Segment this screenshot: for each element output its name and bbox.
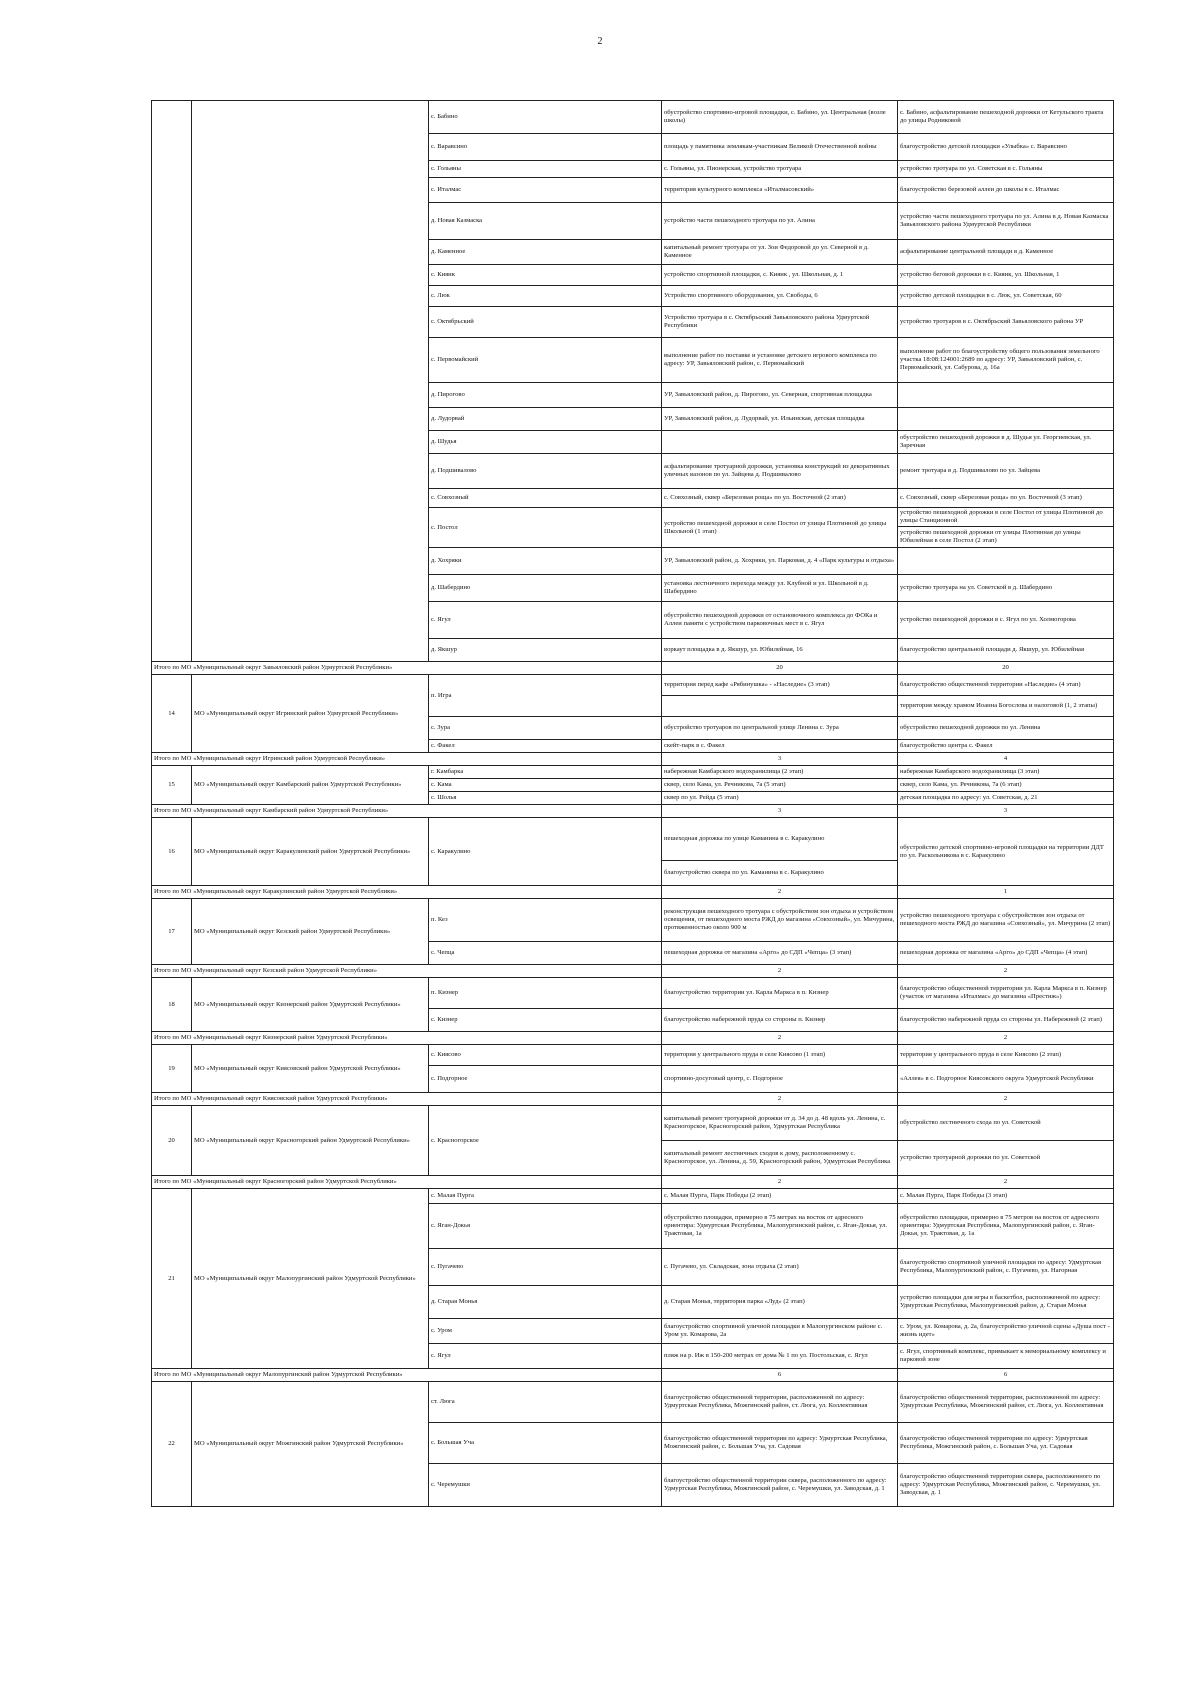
settlement: д. Пирогово [429,383,662,408]
total-2024: 4 [898,753,1114,766]
settlement: с. Красногорское [429,1106,662,1176]
total-2023: 20 [662,662,898,675]
project-2024: благоустройство общественной территории «Наследие» (4 этап) [898,675,1114,696]
project-2024: благоустройство общественной территории, расположенной по адресу: Удмуртская Республика, Можгинский район, ст. Люга, ул. Коллективная [898,1382,1114,1423]
project-2023: скейт-парк в с. Факел [662,740,898,753]
project-2024: с. Бабино, асфальтирование пешеходной дорожки от Кетульского тракта до улицы Родниковой [898,101,1114,134]
total-2023: 2 [662,1032,898,1045]
project-2023: УР, Завьяловский район, д. Лудорвай, ул. Ильинская, детская площадка [662,408,898,431]
total-2023: 2 [662,1176,898,1189]
project-2023: благоустройство набережной пруда со стороны п. Кизнер [662,1009,898,1032]
project-2024: детская площадка по адресу: ул. Советская, д. 21 [898,792,1114,805]
mo-name: МО «Муниципальный округ Кизнерский район Удмуртской Республики» [192,978,429,1032]
project-2023: с. Гольяны, ул. Пионерская, устройство тротуара [662,161,898,178]
total-label: Итого по МО «Муниципальный округ Кизнерский район Удмуртской Республики» [152,1032,662,1045]
mo-name: МО «Муниципальный округ Красногорский район Удмуртской Республики» [192,1106,429,1176]
mo-name: МО «Муниципальный округ Можгинский район Удмуртской Республики» [192,1382,429,1507]
settlement: с. Первомайский [429,338,662,383]
project-2024: обустройство пешеходной дорожки по ул. Ленина [898,717,1114,740]
total-row [152,805,1114,818]
project-2023: асфальтирование тротуарной дорожки, установка конструкций из декоративных уличных вазонов по ул. Зайцева д. Подшивалово [662,454,898,489]
project-2023: капитальный ремонт тротуара от ул. Зои Федоровой до ул. Северной в д. Каменное [662,240,898,265]
project-2023: сквер, село Кама, ул. Речникова, 7а (5 этап) [662,779,898,792]
total-row [152,1369,1114,1382]
total-row [152,1176,1114,1189]
settlement: с. Италмас [429,178,662,203]
project-2024: устройство тротуаров в с. Октябрьский Завьяловского района УР [898,307,1114,338]
project-2024: выполнение работ по благоустройству общего пользования земельного участка 18:08:124001:2689 по адресу: УР, Завьяловский район, с. Первомайский, ул. Сабурова, д. 16а [898,338,1114,383]
settlement: ст. Люга [429,1382,662,1423]
mo-name: МО «Муниципальный округ Малопургинский район Удмуртской Республики» [192,1189,429,1369]
settlement: с. Зура [429,717,662,740]
project-2024: обустройство детской спортивно-игровой площадки на территории ДДТ по ул. Раскольникова в с. Каракулино [898,818,1114,886]
total-label: Итого по МО «Муниципальный округ Каракулинский район Удмуртской Республики» [152,886,662,899]
project-2023: площадь у памятника землякам-участникам Великой Отечественной войны [662,134,898,161]
settlement: с. Постол [429,508,662,548]
project-2024: устройство пешеходного тротуара с обустройством зон отдыха от пешеходного моста РЖД до магазина «Совхозный», ул. Мичурина (2 этап) [898,899,1114,942]
settlement: с. Люк [429,286,662,307]
project-2024: благоустройство общественной территории ул. Карла Маркса в п. Кизнер (участок от магазина «Италмас» до магазина «Престиж») [898,978,1114,1009]
settlement: с. Шолья [429,792,662,805]
settlement: п. Кез [429,899,662,942]
total-2024: 3 [898,805,1114,818]
row-number: 16 [152,818,192,886]
settlement: с. Гольяны [429,161,662,178]
total-2024: 2 [898,965,1114,978]
total-2023: 2 [662,965,898,978]
total-2024: 1 [898,886,1114,899]
table-row [152,101,1114,134]
project-2024: ремонт тротуара в д. Подшивалово по ул. Зайцева [898,454,1114,489]
total-row [152,662,1114,675]
project-2024: устройство площадки для игры в баскетбол, расположенной по адресу: Удмуртская Республика, Малопургинский район, д. Старая Монья [898,1286,1114,1319]
project-2023: благоустройство общественной территории по адресу: Удмуртская Республика, Можгинский район, с. Большая Уча, ул. Садовая [662,1423,898,1464]
project-2024: с. Малая Пурга, Парк Победы (3 этап) [898,1189,1114,1204]
project-2023: УР, Завьяловский район, д. Пирогово, ул. Северная, спортивная площадка [662,383,898,408]
project-2023: капитальный ремонт лестничных сходов к дому, расположенному с. Красногорское, ул. Ленина, д. 59, Красногорский район, Удмуртская Республика [662,1141,898,1176]
total-2024: 2 [898,1032,1114,1045]
mo-name: МО «Муниципальный округ Камбарский район Удмуртской Республики» [192,766,429,805]
row-number: 20 [152,1106,192,1176]
total-2023: 2 [662,1093,898,1106]
program-table [151,100,1113,1507]
row-number: 15 [152,766,192,805]
project-2023: пешеходная дорожка от магазина «Арго» до СДП «Чепца» (3 этап) [662,942,898,965]
settlement: д. Каменное [429,240,662,265]
table-row [152,818,1114,861]
project-2023 [662,696,898,717]
project-2024: обустройство лестничного схода по ул. Советской [898,1106,1114,1141]
project-2023: благоустройство сквера по ул. Каманина в с. Каракулино [662,861,898,886]
project-2023: пляж на р. Иж в 150-200 метрах от дома № 1 по ул. Постольская, с. Ягул [662,1344,898,1369]
project-2024: благоустройство центральной площади д. Якшур, ул. Юбилейная [898,639,1114,662]
settlement: с. Кизнер [429,1009,662,1032]
project-2023: воркаут площадка в д. Якшур, ул. Юбилейная, 16 [662,639,898,662]
total-row [152,965,1114,978]
settlement: д. Шабердино [429,575,662,602]
project-2023: сквер по ул. Рейда (5 этап) [662,792,898,805]
project-2024: устройство тротуара на ул. Советской в д. Шабердино [898,575,1114,602]
project-2023: благоустройство общественной территории сквера, расположенного по адресу: Удмуртская Республика, Можгинский район, с. Черемушки, ул. Заводская, д. 1 [662,1464,898,1507]
settlement: с. Пугачево [429,1249,662,1286]
project-2023: территория культурного комплекса «Италмасовский» [662,178,898,203]
settlement: с. Кама [429,779,662,792]
settlement: д. Шудья [429,431,662,454]
total-label: Итого по МО «Муниципальный округ Завьяловский район Удмуртской Республики» [152,662,662,675]
total-label: Итого по МО «Муниципальный округ Игринский район Удмуртской Республики» [152,753,662,766]
total-2023: 3 [662,805,898,818]
settlement: д. Подшивалово [429,454,662,489]
total-2023: 3 [662,753,898,766]
total-2023: 2 [662,886,898,899]
project-2024: территория у центрального пруда в селе Киясово (2 этап) [898,1045,1114,1066]
settlement: с. Совхозный [429,489,662,508]
project-2024: обустройство пешеходной дорожки в д. Шудья ул. Георгиевская, ул. Заречная [898,431,1114,454]
project-2023: устройство спортивной площадки, с. Кияик , ул. Школьная, д. 1 [662,265,898,286]
project-2024: устройство пешеходной дорожки в с. Ягул по ул. Холмогорова [898,602,1114,639]
mo-name: МО «Муниципальный округ Игринский район Удмуртской Республики» [192,675,429,753]
mo-name [192,101,429,662]
table-row [152,978,1114,1009]
project-2023: территория у центрального пруда в селе Киясово (1 этап) [662,1045,898,1066]
settlement: с. Каракулино [429,818,662,886]
project-2024: территория между храмом Иоанна Богослова и налоговой (1, 2 этапы) [898,696,1114,717]
project-2024: благоустройство общественной территории сквера, расположенного по адресу: Удмуртская Республика, Можгинский район, с. Черемушки, ул. Заводская, д. 1 [898,1464,1114,1507]
project-2023: с. Совхозный, сквер «Березовая роща» по ул. Восточной (2 этап) [662,489,898,508]
total-2024: 6 [898,1369,1114,1382]
project-2023: благоустройство спортивной уличной площадки в Малопургинском районе с. Уром ул. Комарова, 2а [662,1319,898,1344]
project-2024: благоустройство общественной территории по адресу: Удмуртская Республика, Можгинский район, с. Большая Уча, ул. Садовая [898,1423,1114,1464]
project-2023: Устройство тротуара в с. Октябрьский Завьяловского района Удмуртской Республики [662,307,898,338]
project-2023: обустройство тротуаров по центральной улице Ленина с. Зура [662,717,898,740]
settlement: с. Ягул [429,602,662,639]
project-2023: благоустройство территории ул. Карла Маркса в п. Кизнер [662,978,898,1009]
total-label: Итого по МО «Муниципальный округ Камбарский район Удмуртской Республики» [152,805,662,818]
project-2023: благоустройство общественной территории, расположенной по адресу: Удмуртская Республика, Можгинский район, ст. Люга, ул. Коллективная [662,1382,898,1423]
row-number [152,101,192,662]
mo-name: МО «Муниципальный округ Каракулинский район Удмуртской Республики» [192,818,429,886]
settlement: с. Октябрьский [429,307,662,338]
project-2024: с. Совхозный, сквер «Березовая роща» по ул. Восточной (3 этап) [898,489,1114,508]
row-number: 14 [152,675,192,753]
project-2024: благоустройство детской площадки «Улыбка» с. Варавсино [898,134,1114,161]
project-2023: обустройство пешеходной дорожки от остановочного комплекса до ФОКа и Аллеи памяти с устройством парковочных мест в с. Ягул [662,602,898,639]
project-2023: д. Старая Монья, территория парка «Луд» (2 этап) [662,1286,898,1319]
project-2024: устройство пешеходной дорожки в селе Постол от улицы Плотинной до улицы Станционной [898,508,1114,527]
project-2023: территория перед кафе «Рябинушка» - «Наследие» (3 этап) [662,675,898,696]
total-2024: 20 [898,662,1114,675]
table-row [152,899,1114,942]
project-2024: обустройство площадки, примерно в 75 метров на восток от адресного ориентира: Удмуртская Республика, Малопургинский район, с. Яган-Докья, ул. Трактовая, д. 1а [898,1204,1114,1249]
project-2024: с. Уром, ул. Комарова, д. 2а, благоустройство уличной сцены «Душа пост - жизнь идет» [898,1319,1114,1344]
settlement: д. Хохряки [429,548,662,575]
project-2024: устройство пешеходной дорожки от улицы Плотинная до улицы Юбилейная в селе Постол (2 этап) [898,527,1114,548]
settlement: с. Киясово [429,1045,662,1066]
project-2024: устройство части пешеходного тротуара по ул. Алина в д. Новая Казмаска Завьяловского района Удмуртской Республики [898,203,1114,240]
project-2024: благоустройство березовой аллеи до школы в с. Италмас [898,178,1114,203]
settlement: с. Черемушки [429,1464,662,1507]
settlement: д. Якшур [429,639,662,662]
project-2023: установка лестничного перехода между ул. Клубной и ул. Школьной в д. Шабердино [662,575,898,602]
table-row [152,1382,1114,1423]
settlement: с. Чепца [429,942,662,965]
project-2023: Устройство спортивного оборудования, ул. Свободы, 6 [662,286,898,307]
settlement: п. Игра [429,675,662,717]
project-2024: устройство тротуарной дорожки по ул. Советской [898,1141,1114,1176]
project-2024: пешеходная дорожка от магазина «Арго» до СДП «Чепца» (4 этап) [898,942,1114,965]
project-2023: выполнение работ по поставке и установке детского игрового комплекса по адресу: УР, Завьяловский район, с. Первомайский [662,338,898,383]
project-2024: благоустройство спортивной уличной площадки по адресу: Удмуртская Республика, Малопургинский район, с. Пугачево, ул. Нагорная [898,1249,1114,1286]
project-2023 [662,431,898,454]
row-number: 21 [152,1189,192,1369]
total-row [152,753,1114,766]
settlement: д. Новая Казмаска [429,203,662,240]
settlement: д. Лудорвай [429,408,662,431]
project-2024: благоустройство набережной пруда со стороны ул. Набережной (2 этап) [898,1009,1114,1032]
settlement: п. Кизнер [429,978,662,1009]
objects-table [151,100,1114,1507]
total-2024: 2 [898,1176,1114,1189]
total-row [152,886,1114,899]
table-row [152,675,1114,696]
project-2023: реконструкция пешеходного тротуара с обустройством зон отдыха и устройством освещения, от пешеходного моста РЖД до магазина «Совхозный», ул. Мичурина, протяженностью около 900 м [662,899,898,942]
total-label: Итого по МО «Муниципальный округ Кезский район Удмуртской Республики» [152,965,662,978]
settlement: с. Ягул [429,1344,662,1369]
project-2023: устройство пешеходной дорожки в селе Постол от улицы Плотинной до улицы Школьной (1 этап) [662,508,898,548]
mo-name: МО «Муниципальный округ Киясовский район Удмуртской Республики» [192,1045,429,1093]
project-2024: «Аллея» в с. Подгорное Киясовского округа Удмуртской Республики [898,1066,1114,1093]
project-2024: с. Ягул, спортивный комплекс, примыкает к мемориальному комплексу и парковой зоне [898,1344,1114,1369]
project-2024 [898,548,1114,575]
project-2023: набережная Камбарского водохранилища (2 этап) [662,766,898,779]
project-2023: устройство части пешеходного тротуара по ул. Алина [662,203,898,240]
project-2023: пешеходная дорожка по улице Каманина в с. Каракулино [662,818,898,861]
project-2024: благоустройство центра с. Факел [898,740,1114,753]
total-2023: 6 [662,1369,898,1382]
settlement: с. Подгорное [429,1066,662,1093]
project-2023: спортивно-досуговый центр, с. Подгорное [662,1066,898,1093]
settlement: с. Большая Уча [429,1423,662,1464]
table-body [152,101,1114,1507]
settlement: д. Старая Монья [429,1286,662,1319]
project-2024: асфальтирование центральной площади в д. Каменное [898,240,1114,265]
row-number: 22 [152,1382,192,1507]
settlement: с. Малая Пурга [429,1189,662,1204]
project-2023: обустройство спортивно-игровой площадки, с. Бабино, ул. Центральная (возле школы) [662,101,898,134]
project-2024 [898,408,1114,431]
settlement: с. Факел [429,740,662,753]
settlement: с. Варавсино [429,134,662,161]
table-row [152,1189,1114,1204]
table-row [152,1106,1114,1141]
project-2024: устройство детской площадки в с. Люк, ул. Советская, 60 [898,286,1114,307]
row-number: 17 [152,899,192,965]
settlement: с. Кияик [429,265,662,286]
project-2023: УР, Завьяловский район, д. Хохряки, ул. Парковая, д. 4 «Парк культуры и отдыха» [662,548,898,575]
total-label: Итого по МО «Муниципальный округ Малопургинский район Удмуртской Республики» [152,1369,662,1382]
project-2023: с. Пугачево, ул. Складская, зона отдыха (2 этап) [662,1249,898,1286]
project-2024: сквер, село Кама, ул. Речникова, 7а (6 этап) [898,779,1114,792]
settlement: с. Бабино [429,101,662,134]
project-2024: устройство беговой дорожки в с. Кияик, ул. Школьная, 1 [898,265,1114,286]
project-2023: с. Малая Пурга, Парк Победы (2 этап) [662,1189,898,1204]
project-2024 [898,383,1114,408]
total-row [152,1093,1114,1106]
project-2024: набережная Камбарского водохранилища (3 этап) [898,766,1114,779]
total-label: Итого по МО «Муниципальный округ Красногорский район Удмуртской Республики» [152,1176,662,1189]
page-number: 2 [597,36,603,47]
total-2024: 2 [898,1093,1114,1106]
mo-name: МО «Муниципальный округ Кезский район Удмуртской Республики» [192,899,429,965]
row-number: 19 [152,1045,192,1093]
table-row [152,766,1114,779]
project-2023: капитальный ремонт тротуарной дорожки от д. 34 до д. 48 вдоль ул. Ленина, с. Красногорское, Красногорский район, Удмуртская Республика [662,1106,898,1141]
settlement: г. Камбарка [429,766,662,779]
project-2023: обустройство площадки, примерно в 75 метрах на восток от адресного ориентира: Удмуртская Республика, Малопургинский район, с. Яган-Докья, ул. Трактовая, 1а [662,1204,898,1249]
table-row [152,1045,1114,1066]
row-number: 18 [152,978,192,1032]
total-row [152,1032,1114,1045]
project-2024: устройство тротуара по ул. Советская в с. Гольяны [898,161,1114,178]
settlement: с. Уром [429,1319,662,1344]
settlement: с. Яган-Докья [429,1204,662,1249]
total-label: Итого по МО «Муниципальный округ Киясовский район Удмуртской Республики» [152,1093,662,1106]
